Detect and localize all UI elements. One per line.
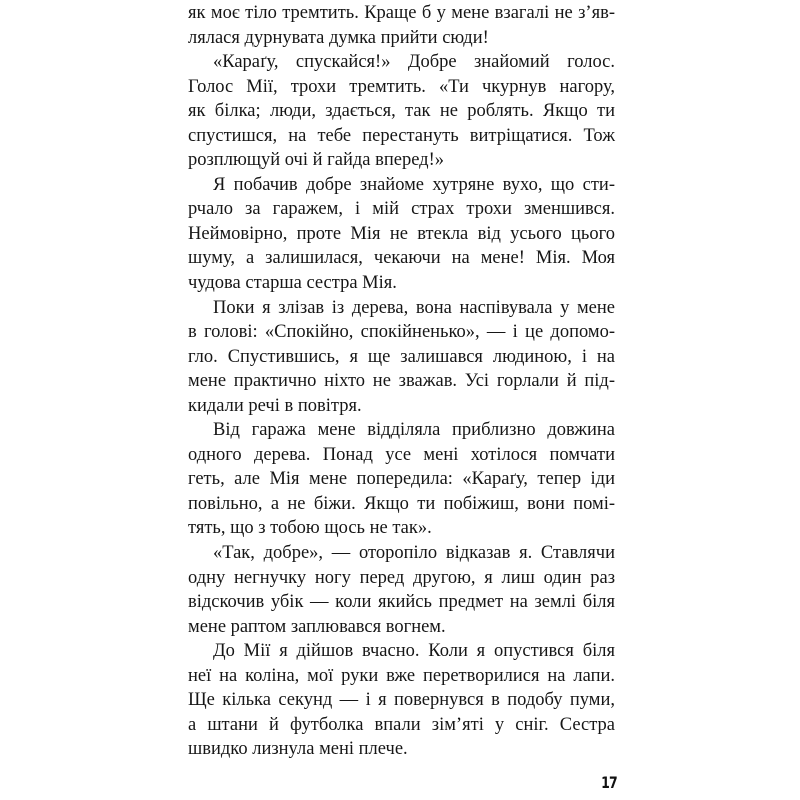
text-line: кидали речі в повітря. — [188, 395, 362, 416]
text-line: неї на коліна, мої руки вже перетворилися на лапи. — [188, 665, 615, 686]
text-line: тять, що з тобою щось не так». — [188, 518, 432, 539]
text-line: «Так, добре», — оторопіло відказав я. Ставлячи — [213, 543, 615, 564]
page-number: 17 — [601, 773, 617, 792]
text-line: Голос Мії, трохи тремтить. «Ти чкурнув нагору, — [188, 76, 615, 97]
text-line: розплющуй очі й гайда вперед!» — [188, 150, 444, 171]
text-line: Поки я злізав із дерева, вона наспівувала у мене — [213, 297, 615, 318]
text-line: «Караґу, спускайся!» Добре знайомий голос. — [213, 52, 615, 73]
text-line: а штани й футболка впали зім’яті у сніг. Сестра — [188, 714, 615, 735]
text-line: повільно, а не біжи. Якщо ти побіжиш, вони помі- — [188, 493, 615, 514]
text-line: в голові: «Спокійно, спокійненько», — і це допомо- — [188, 322, 615, 343]
text-line: геть, але Мія мене попередила: «Караґу, тепер іди — [188, 469, 615, 490]
text-line: Я побачив добре знайоме хутряне вухо, що сти- — [213, 174, 615, 195]
text-line: шуму, а залишилася, чекаючи на мене! Мія. Моя — [188, 248, 615, 269]
text-block — [188, 1, 615, 762]
text-line: Неймовірно, проте Мія не втекла від усього цього — [188, 223, 615, 244]
text-line: одного дерева. Понад усе мені хотілося помчати — [188, 444, 615, 465]
text-line: гло. Спустившись, я ще залишався людиною, і на — [188, 346, 615, 367]
text-line: Ще кілька секунд — і я повернувся в подобу пуми, — [188, 690, 615, 711]
text-line: рчало за гаражем, і мій страх трохи зменшився. — [188, 199, 615, 220]
text-line: мене раптом заплювався вогнем. — [188, 616, 446, 637]
text-line: як білка; люди, здається, так не роблять. Якщо ти — [188, 101, 615, 122]
text-line: Від гаража мене відділяла приблизно довжина — [213, 420, 615, 441]
text-line: чудова старша сестра Мія. — [188, 273, 397, 294]
text-line: лялася дурнувата думка прийти сюди! — [188, 27, 489, 48]
text-line: відскочив убік — коли якийсь предмет на землі біля — [188, 592, 615, 613]
text-line: До Мії я дійшов вчасно. Коли я опустився біля — [213, 641, 615, 662]
text-line: мене практично ніхто не зважав. Усі горлали й під- — [188, 371, 615, 392]
text-line: швидко лизнула мені плече. — [188, 739, 408, 760]
text-line: як моє тіло тремтить. Краще б у мене взагалі не з’яв- — [188, 3, 615, 23]
text-line: одну негнучку ногу перед другою, я лиш один раз — [188, 567, 615, 588]
text-line: спустишся, на тебе перестануть витріщатися. Тож — [188, 125, 615, 146]
